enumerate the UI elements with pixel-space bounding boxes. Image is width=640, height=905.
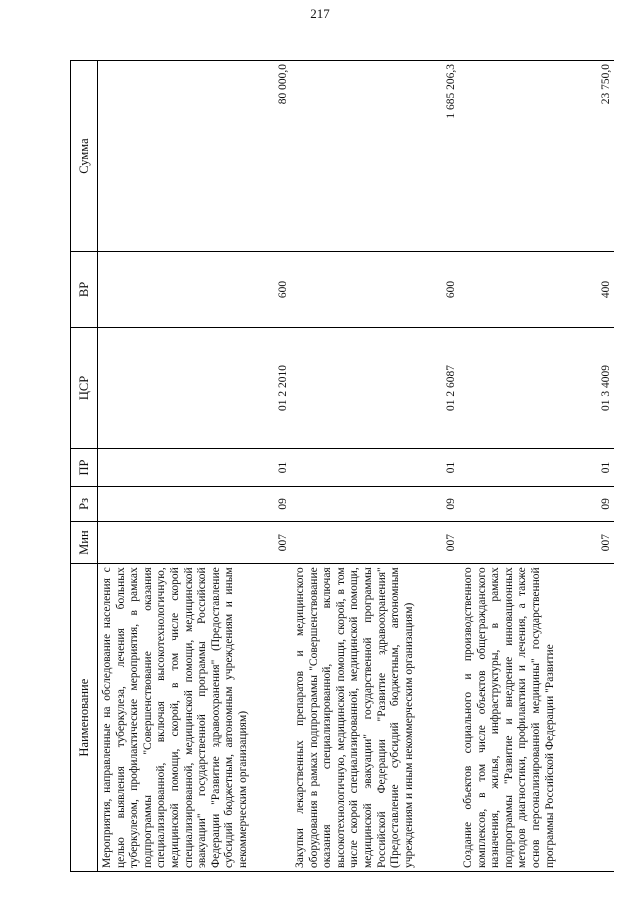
row-min: 007 <box>459 521 614 563</box>
row-rz: 09 <box>98 486 292 521</box>
row-csr: 01 2 2010 <box>98 327 292 448</box>
row-vr: 600 <box>291 252 459 328</box>
row-name: Закупки лекарственных препаратов и медицинского оборудования в рамках подпрограммы "Совершенствование оказания специализированной, включая высокотехнологичную, медицинской помощи, скорой, в том числе скорой специализированной, медицинской помощи, медицинской эвакуации" государственной программы Российской Федерации "Развитие здравоохранения" (Предоставление субсидий бюджетным, автономным учреждениям и иным некоммерческим организациям) <box>291 564 459 872</box>
row-sum: 1 685 206,3 <box>291 61 459 252</box>
row-vr: 600 <box>98 252 292 328</box>
header-rz: Рз <box>71 486 98 521</box>
header-min: Мин <box>71 521 98 563</box>
row-sum: 23 750,0 <box>459 61 614 252</box>
table-row <box>98 61 292 872</box>
header-sum: Сумма <box>71 61 98 252</box>
row-name: Мероприятия, направленные на обследование населения с целью выявления туберкулеза, лечения больных туберкулезом, профилактические мероприятия, в рамках подпрограммы "Совершенствование оказания специализированной, включая высокотехнологичную, медицинской помощи, скорой, в том числе скорой специализированной, медицинской помощи, медицинской эвакуации" государственной программы Российской Федерации "Развитие здравоохранения" (Предоставление субсидий бюджетным, автономным учреждениям и иным некоммерческим организациям) <box>98 564 292 872</box>
header-name: Наименование <box>71 564 98 872</box>
header-pr: ПР <box>71 449 98 487</box>
table-row <box>291 61 459 872</box>
budget-table <box>70 60 614 872</box>
rotated-page <box>70 60 612 872</box>
row-csr: 01 3 4009 <box>459 327 614 448</box>
row-rz: 09 <box>291 486 459 521</box>
header-vr: ВР <box>71 252 98 328</box>
header-row <box>71 61 98 872</box>
row-name: Создание объектов социального и производственного комплексов, в том числе объектов общегражданского назначения, жилья, инфраструктуры, в рамках подпрограммы "Развитие и внедрение инновационных методов диагностики, профилактики и лечения, а также основ персонализированной медицины" государственной программы Российской Федерации "Развитие <box>459 564 614 872</box>
row-pr: 01 <box>98 449 292 487</box>
row-csr: 01 2 6087 <box>291 327 459 448</box>
header-csr: ЦСР <box>71 327 98 448</box>
page-number: 217 <box>310 6 330 21</box>
row-vr: 400 <box>459 252 614 328</box>
row-sum: 80 000,0 <box>98 61 292 252</box>
row-min: 007 <box>291 521 459 563</box>
row-pr: 01 <box>291 449 459 487</box>
row-min: 007 <box>98 521 292 563</box>
table-row <box>459 61 614 872</box>
row-pr: 01 <box>459 449 614 487</box>
row-rz: 09 <box>459 486 614 521</box>
